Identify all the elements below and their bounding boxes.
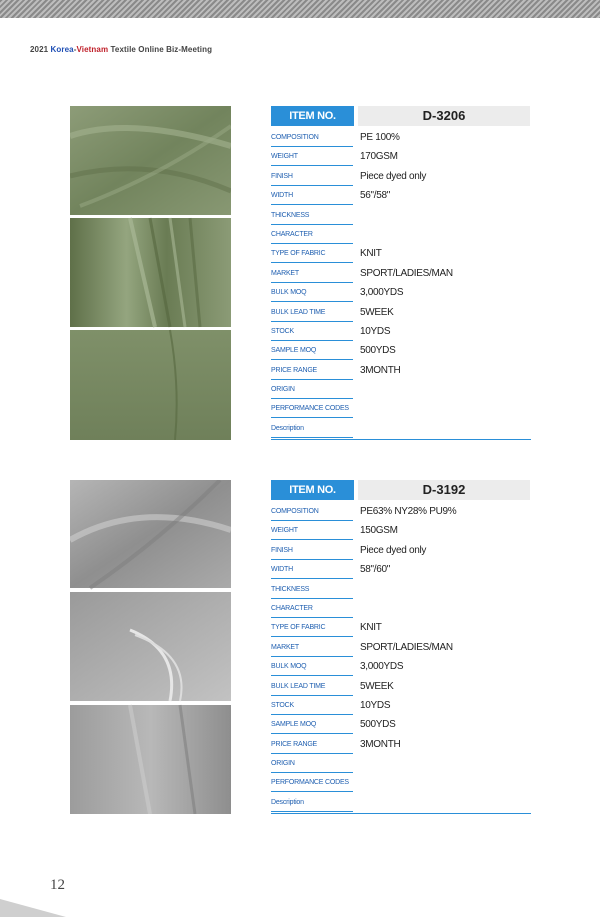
spec-row-origin [271,380,531,399]
spec-label: TYPE OF FABRIC [271,618,353,637]
header-korea: Korea [50,45,74,54]
spec-value: SPORT/LADIES/MAN [360,641,453,653]
spec-label: COMPOSITION [271,502,353,521]
decorative-corner [0,899,66,917]
spec-value: 3,000YDS [360,661,404,673]
spec-row-price-range [271,735,531,754]
spec-label: PERFORMANCE CODES [271,773,353,792]
spec-row-width [271,186,531,205]
spec-value: 3MONTH [360,738,401,750]
item-code: D-3192 [358,480,530,500]
spec-row-bulk-moq [271,657,531,676]
fabric-photo-d3192 [70,480,231,814]
spec-row-market [271,638,531,657]
table-end-rule [271,439,531,440]
spec-row-price-range [271,361,531,380]
spec-row-bulk-moq [271,283,531,302]
spec-label: MARKET [271,264,353,283]
spec-row-performance-codes [271,399,531,418]
spec-label: THICKNESS [271,206,353,225]
spec-row-finish [271,541,531,560]
spec-label: STOCK [271,322,353,341]
spec-value: 170GSM [360,151,398,163]
spec-label: FINISH [271,167,353,186]
spec-label: WEIGHT [271,147,353,166]
spec-row-type-of-fabric [271,618,531,637]
spec-label: SAMPLE MOQ [271,715,353,734]
spec-label: BULK MOQ [271,657,353,676]
spec-row-sample-moq [271,715,531,734]
spec-label: BULK LEAD TIME [271,677,353,696]
spec-label: WIDTH [271,186,353,205]
spec-row-description [271,793,531,812]
header-year: 2021 [30,45,49,54]
spec-label: TYPE OF FABRIC [271,244,353,263]
spec-label: PRICE RANGE [271,361,353,380]
spec-label: COMPOSITION [271,128,353,147]
header-dash: - [73,45,77,54]
spec-value: PE 100% [360,132,400,143]
spec-row-description [271,419,531,438]
item-no-label: ITEM NO. [271,480,354,500]
spec-label: THICKNESS [271,580,353,599]
spec-value: 58"/60" [360,564,391,576]
spec-value: 150GSM [360,525,398,537]
spec-label: PRICE RANGE [271,735,353,754]
spec-row-finish [271,167,531,186]
spec-row-character [271,225,531,244]
item-no-label: ITEM NO. [271,106,354,126]
spec-row-sample-moq [271,341,531,360]
spec-row-type-of-fabric [271,244,531,263]
spec-value: 5WEEK [360,680,394,692]
page-header [30,45,212,54]
spec-row-stock [271,696,531,715]
spec-row-composition [271,502,531,521]
spec-label: Description [271,419,353,438]
spec-row-weight [271,521,531,540]
spec-value: 500YDS [360,345,396,357]
spec-row-stock [271,322,531,341]
spec-value: PE63% NY28% PU9% [360,506,457,517]
spec-label: ORIGIN [271,754,353,773]
decorative-top-bar [0,0,600,18]
spec-label: WIDTH [271,560,353,579]
spec-table-d3192 [271,480,531,812]
spec-label: SAMPLE MOQ [271,341,353,360]
spec-value: KNIT [360,622,382,634]
spec-label: FINISH [271,541,353,560]
spec-label: MARKET [271,638,353,657]
spec-row-composition [271,128,531,147]
spec-row-market [271,264,531,283]
spec-label: CHARACTER [271,599,353,618]
spec-label: PERFORMANCE CODES [271,399,353,418]
header-vietnam: Vietnam [76,45,109,54]
header-title: Textile Online Biz-Meeting [110,45,213,54]
item-code: D-3206 [358,106,530,126]
spec-value: 500YDS [360,719,396,731]
spec-value: 5WEEK [360,306,394,318]
page-number: 12 [50,877,65,893]
spec-row-thickness [271,206,531,225]
spec-label: CHARACTER [271,225,353,244]
spec-label: Description [271,793,353,812]
spec-table-d3206 [271,106,531,438]
spec-row-character [271,599,531,618]
spec-value: 10YDS [360,699,391,711]
table-end-rule [271,813,531,814]
spec-row-thickness [271,580,531,599]
spec-row-bulk-lead-time [271,303,531,322]
spec-label: WEIGHT [271,521,353,540]
spec-value: 3MONTH [360,364,401,376]
spec-label: STOCK [271,696,353,715]
spec-value: 10YDS [360,325,391,337]
spec-row-weight [271,147,531,166]
spec-value: KNIT [360,248,382,260]
fabric-photo-d3206 [70,106,231,440]
spec-value: 56"/58" [360,190,391,202]
spec-value: Piece dyed only [360,544,427,556]
spec-value: 3,000YDS [360,287,404,299]
spec-label: ORIGIN [271,380,353,399]
spec-row-bulk-lead-time [271,677,531,696]
spec-row-width [271,560,531,579]
spec-label: BULK LEAD TIME [271,303,353,322]
spec-label: BULK MOQ [271,283,353,302]
spec-value: SPORT/LADIES/MAN [360,267,453,279]
spec-row-origin [271,754,531,773]
spec-value: Piece dyed only [360,170,427,182]
spec-row-performance-codes [271,773,531,792]
